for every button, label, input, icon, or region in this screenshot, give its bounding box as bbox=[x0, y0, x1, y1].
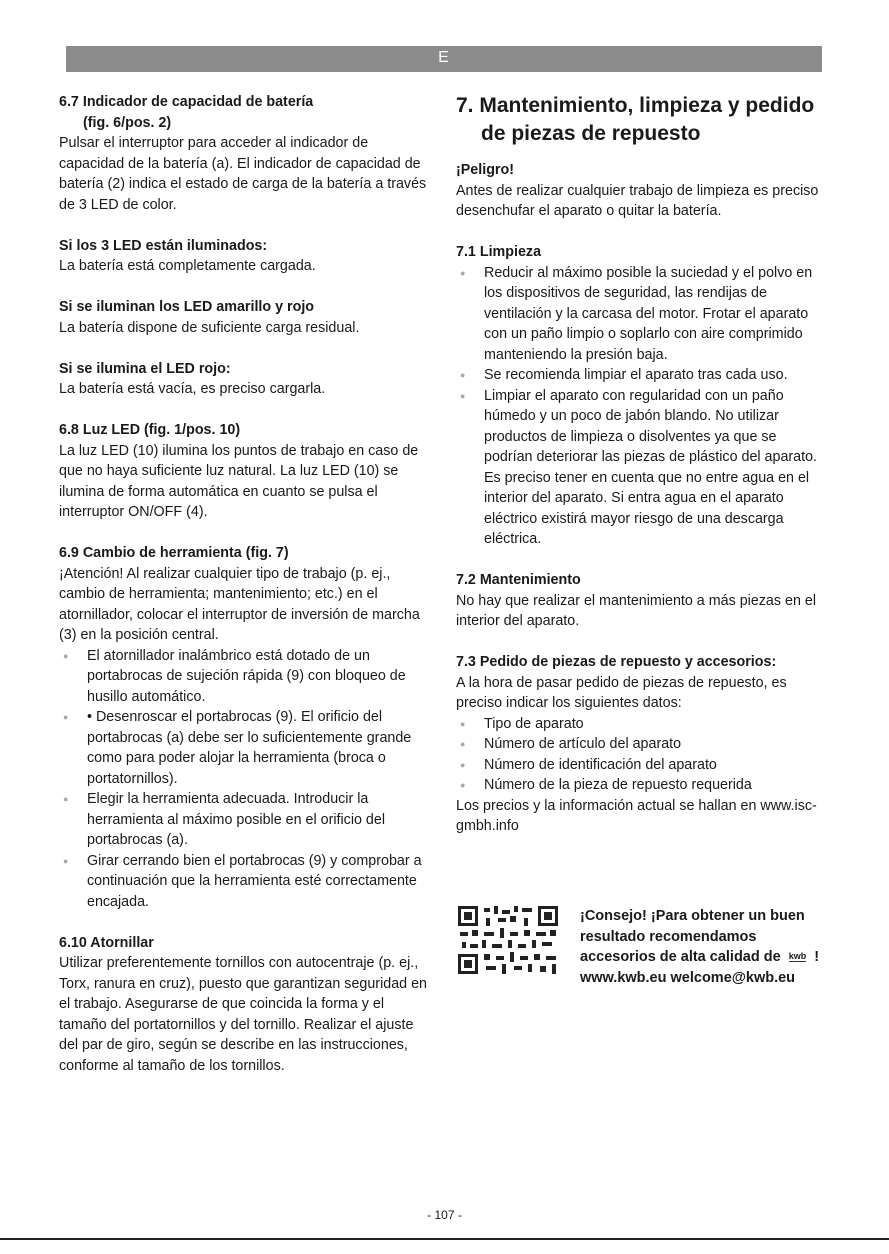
led-amarillo-title: Si se iluminan los LED amarillo y rojo bbox=[59, 299, 315, 315]
list-item: ● Número de la pieza de repuesto requerida bbox=[456, 775, 825, 796]
section-6-7-subtitle: (fig. 6/pos. 2) bbox=[83, 114, 172, 131]
list-item: ● Se recomienda limpiar el aparato tras cada uso. bbox=[456, 365, 825, 386]
kwb-logo: kwb bbox=[788, 951, 807, 961]
page-number: - 107 - bbox=[427, 1208, 462, 1222]
section-6-8-text: La luz LED (10) ilumina los puntos de trabajo en caso de que no haya suficiente luz natural. La luz LED (10) se ilumina de forma automática en cuanto se pulsa el interruptor ON/OFF (4). bbox=[59, 442, 419, 520]
section-7-2-title: 7.2 Mantenimiento bbox=[456, 572, 581, 588]
tip-line2: ! www.kwb.eu welcome@kwb.eu bbox=[580, 949, 820, 986]
list-item: ● Limpiar el aparato con regularidad con un paño húmedo y un poco de jabón blando. No utilizar productos de limpieza o disolventes ya que se podrían deteriorar las piezas de plástico del aparato. Es preciso tener en cuenta que no entre agua en el interior del aparato. Si entra agua en el aparato eléctrico existirá mayor riesgo de una descarga eléctrica. bbox=[456, 386, 825, 550]
section-7-3-title: 7.3 Pedido de piezas de repuesto y accesorios: bbox=[456, 654, 777, 670]
led3-text: La batería está completamente cargada. bbox=[59, 258, 316, 274]
list-item: ● Número de identificación del aparato bbox=[456, 755, 825, 776]
left-column bbox=[59, 92, 431, 1076]
section-7-1-list bbox=[456, 263, 825, 550]
section-6-10-text: Utilizar preferentemente tornillos con autocentraje (p. ej., Torx, ranura en cruz), puesto que garantizan seguridad en el trabajo. Asegurarse de que coincida la forma y el tamaño del portatornillos y del tornillo. Realizar el ajuste del par de giro, según se describe en las instrucciones, conforme al tamaño de los tornillos. bbox=[59, 955, 427, 1074]
section-7-title-line2: de piezas de repuesto bbox=[481, 122, 701, 145]
list-item: ● Girar cerrando bien el portabrocas (9) y comprobar a continuación que la herramienta esté correctamente encajada. bbox=[59, 851, 431, 913]
tip-box bbox=[456, 906, 825, 986]
section-7-title-line1: 7. Mantenimiento, limpieza y pedido bbox=[456, 94, 815, 117]
tip-text bbox=[580, 906, 830, 988]
section-6-9-list bbox=[59, 646, 431, 913]
section-6-9-title: 6.9 Cambio de herramienta (fig. 7) bbox=[59, 545, 289, 561]
right-column bbox=[456, 92, 825, 837]
led-rojo-title: Si se ilumina el LED rojo: bbox=[59, 360, 231, 377]
section-7-title bbox=[456, 92, 825, 148]
section-7-3-text: A la hora de pasar pedido de piezas de repuesto, es preciso indicar los siguientes datos: bbox=[456, 674, 787, 711]
section-6-7-title: 6.7 Indicador de capacidad de batería bbox=[59, 94, 314, 110]
tip-line1: ¡Consejo! ¡Para obtener un buen resultado recomendamos accesorios de alta calidad de bbox=[580, 908, 805, 965]
section-7-2-text: No hay que realizar el mantenimiento a más piezas en el interior del aparato. bbox=[456, 592, 816, 629]
list-item: ● Número de artículo del aparato bbox=[456, 734, 825, 755]
led-amarillo-text: La batería dispone de suficiente carga residual. bbox=[59, 319, 360, 336]
section-6-9-text: ¡Atención! Al realizar cualquier tipo de trabajo (p. ej., cambio de herramienta; mantenimiento; etc.) en el atornillador, colocar el interruptor de inversión de marcha (3) en la posición central. bbox=[59, 565, 420, 643]
section-6-10-title: 6.10 Atornillar bbox=[59, 934, 154, 951]
list-item: ● Reducir al máximo posible la suciedad y el polvo en los dispositivos de seguridad, las rendijas de ventilación y la carcasa del motor. Frotar el aparato con un paño limpio o soplarlo con aire comprimido manteniendo la presión baja. bbox=[456, 263, 825, 366]
section-7-1-title: 7.1 Limpieza bbox=[456, 244, 542, 260]
led-rojo-text: La batería está vacía, es preciso cargarla. bbox=[59, 381, 326, 397]
list-item: ● • Desenroscar el portabrocas (9). El orificio del portabrocas (a) debe ser lo suficientemente grande como para poder alojar la herramienta (broca o portatornillos). bbox=[59, 707, 431, 789]
section-7-3-list bbox=[456, 714, 825, 796]
section-7-3-footer: Los precios y la información actual se hallan en www.isc-gmbh.info bbox=[456, 797, 817, 834]
danger-title: ¡Peligro! bbox=[456, 162, 514, 178]
list-item: ● Tipo de aparato bbox=[456, 714, 825, 735]
list-item: ● El atornillador inalámbrico está dotado de un portabrocas de sujeción rápida (9) con bloqueo de husillo automático. bbox=[59, 646, 431, 708]
bottom-divider bbox=[0, 1238, 889, 1240]
language-label: E bbox=[438, 49, 450, 66]
section-6-7-text: Pulsar el interruptor para acceder al indicador de capacidad de la batería (a). El indicador de capacidad de batería (2) indica el estado de carga de la batería a través de 3 LED de color. bbox=[59, 135, 427, 213]
qr-code-icon bbox=[458, 906, 558, 974]
list-item: ● Elegir la herramienta adecuada. Introducir la herramienta al máximo posible en el orificio del portabrocas (a). bbox=[59, 789, 431, 851]
language-header-bar bbox=[66, 46, 822, 72]
led3-title: Si los 3 LED están iluminados: bbox=[59, 237, 268, 254]
danger-text: Antes de realizar cualquier trabajo de limpieza es preciso desenchufar el aparato o quitar la batería. bbox=[456, 182, 819, 219]
section-6-8-title: 6.8 Luz LED (fig. 1/pos. 10) bbox=[59, 422, 241, 438]
